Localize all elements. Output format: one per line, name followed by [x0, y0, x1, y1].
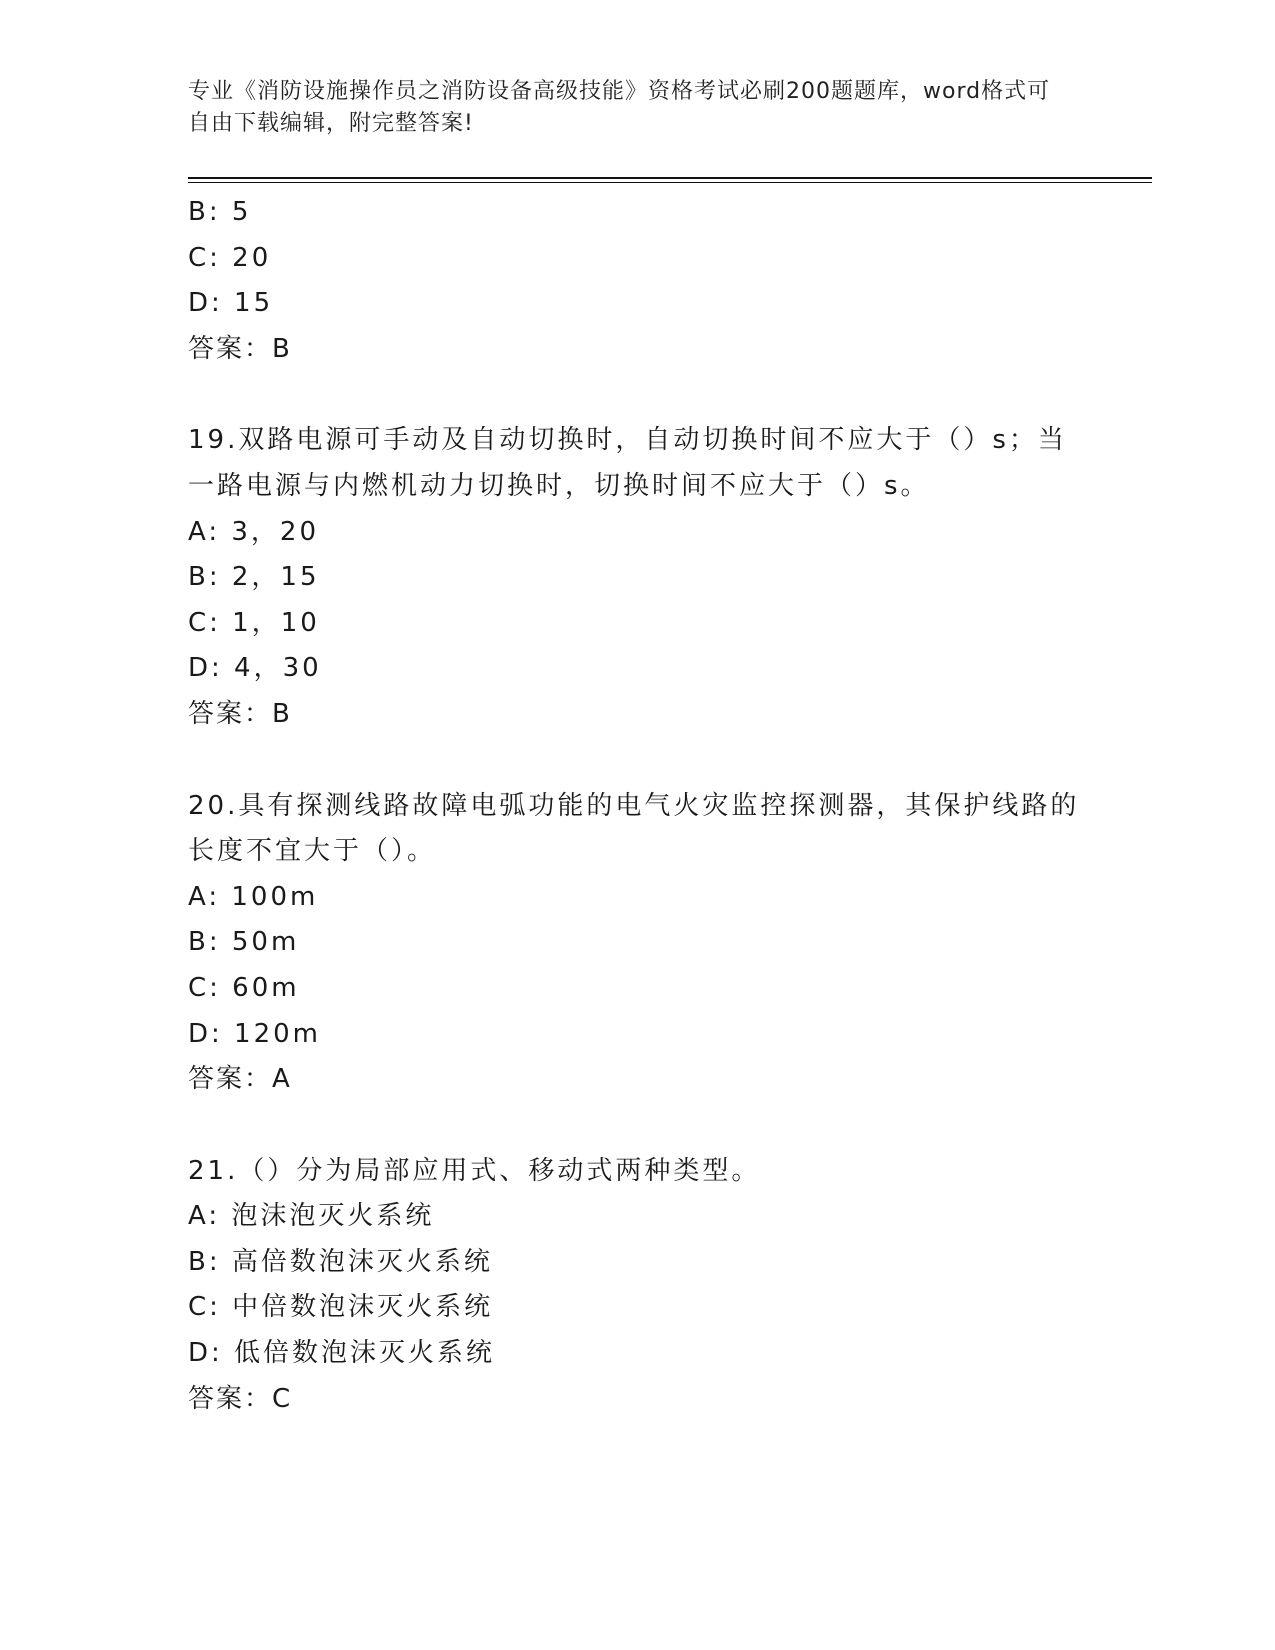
question-20 [188, 784, 1088, 1103]
option-c: C: 60m [188, 972, 300, 1003]
question-stem: 长度不宜大于（）。 [188, 836, 437, 867]
option-a: A: 100m [188, 881, 319, 912]
option-c: C: 1，10 [188, 607, 320, 638]
header-rule [188, 177, 1152, 179]
option-a: A: 泡沫泡灭火系统 [188, 1201, 435, 1232]
question-stem: 20.具有探测线路故障电弧功能的电气火灾监控探测器，其保护线路的 [188, 790, 1080, 821]
option-b: B: 2，15 [188, 562, 320, 593]
answer-line: 答案：B [188, 698, 292, 729]
question-21 [188, 1149, 1088, 1423]
question-19 [188, 418, 1088, 737]
option-d: D: 120m [188, 1018, 321, 1049]
header-rule-thin [188, 182, 1152, 183]
option-d: D: 4，30 [188, 653, 322, 684]
option-c: C: 中倍数泡沫灭火系统 [188, 1292, 494, 1323]
question-stem: 21.（）分为局部应用式、移动式两种类型。 [188, 1155, 761, 1186]
option-d: D: 低倍数泡沫灭火系统 [188, 1338, 496, 1369]
prev-question-block [188, 190, 1088, 372]
option-c: C: 20 [188, 242, 272, 273]
answer-line: 答案：A [188, 1064, 292, 1095]
option-b: B: 5 [188, 197, 252, 227]
question-stem: 一路电源与内燃机动力切换时，切换时间不应大于（）s。 [188, 470, 930, 501]
answer-line: 答案：C [188, 1383, 293, 1414]
answer-line: 答案：B [188, 333, 292, 364]
page-header: 专业《消防设施操作员之消防设备高级技能》资格考试必刷200题题库，word格式可自由下载编辑，附完整答案! [188, 79, 1051, 136]
option-b: B: 50m [188, 927, 300, 958]
option-d: D: 15 [188, 288, 274, 319]
question-stem: 19.双路电源可手动及自动切换时，自动切换时间不应大于（）s；当 [188, 425, 1067, 456]
option-b: B: 高倍数泡沫灭火系统 [188, 1246, 493, 1277]
option-a: A: 3，20 [188, 516, 319, 547]
question-content [188, 190, 1088, 1422]
